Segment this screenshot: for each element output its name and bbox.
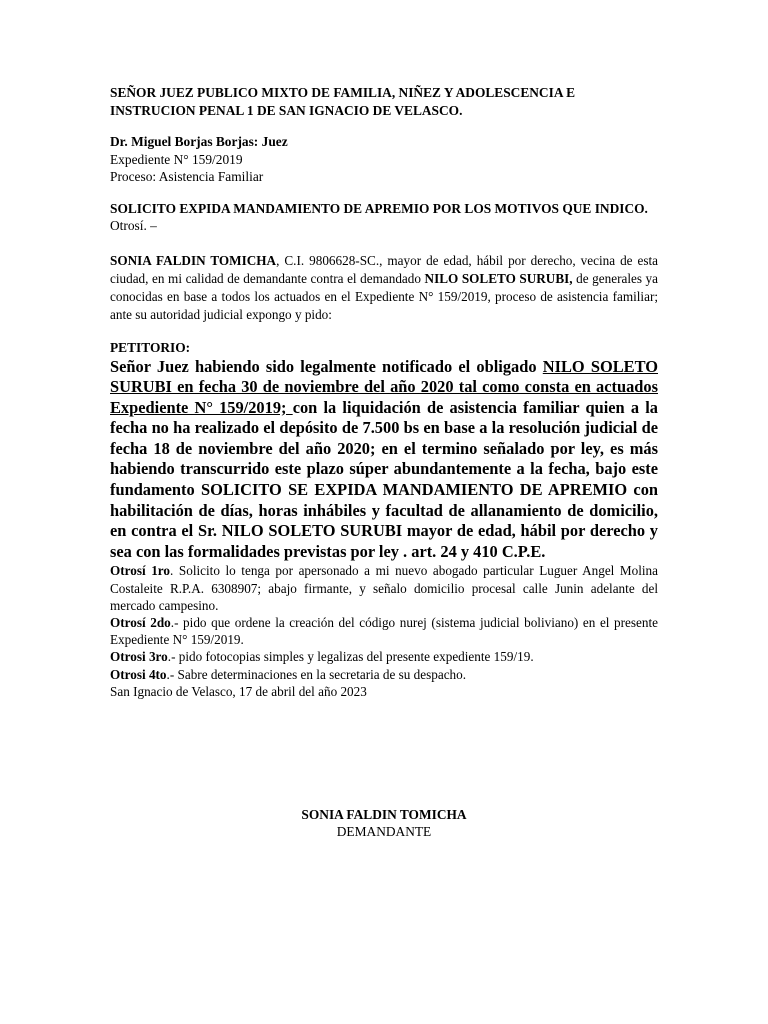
court-heading-line-1: SEÑOR JUEZ PUBLICO MIXTO DE FAMILIA, NIÑEZ Y ADOLESCENCIA E	[110, 85, 576, 100]
otrosi-item	[110, 562, 658, 614]
otrosi-item	[110, 614, 658, 648]
request-summary	[110, 200, 658, 235]
otrosi-text: .- pido fotocopias simples y legalizas del presente expediente 159/19.	[167, 649, 534, 665]
petitorio-paragraph	[110, 357, 658, 563]
petitorio-request: SOLICITO SE EXPIDA MANDAMIENTO DE APREMIO	[201, 480, 628, 500]
otrosi-label: Otrosi 3ro	[110, 649, 168, 665]
request-otrosi: Otrosí. –	[110, 218, 157, 233]
intro-paragraph	[110, 252, 658, 324]
petitorio-text-1: Señor Juez habiendo sido legalmente notificado el obligado	[110, 356, 543, 376]
case-number: Expediente N° 159/2019	[110, 151, 243, 167]
defendant-name: NILO SOLETO SURUBI,	[424, 270, 573, 286]
otrosi-item	[110, 648, 658, 665]
signature-block	[0, 806, 768, 840]
plaintiff-name: SONIA FALDIN TOMICHA	[110, 252, 277, 268]
signer-name: SONIA FALDIN TOMICHA	[301, 807, 467, 822]
petitorio-text-2: con la liquidación de asistencia familiar quien a la fecha no ha realizado el depósito de 7.500 bs en base a la resolución judicial de fecha 18 de noviembre del año 2020; en el termino señalado por ley, es más habiendo transcurrido este plazo súper abundantemente a la fecha, bajo este fundamento	[110, 397, 658, 500]
process-type: Proceso: Asistencia Familiar	[110, 169, 264, 184]
case-metadata	[110, 133, 658, 186]
court-heading	[110, 84, 658, 120]
otrosi-label: Otrosí 1ro	[110, 563, 171, 579]
signer-role: DEMANDANTE	[336, 824, 432, 839]
petitorio-text-4: con habilitación de días, horas inhábiles y facultad de allanamiento de domicilio, en contra el	[110, 480, 659, 541]
otrosi-text: .- pido que ordene la creación del código nurej (sistema judicial boliviano) en el presente Expediente N° 159/2019.	[110, 615, 658, 648]
otrosi-item	[110, 666, 658, 683]
request-title: SOLICITO EXPIDA MANDAMIENTO DE APREMIO POR LOS MOTIVOS QUE INDICO.	[110, 200, 648, 216]
petitorio-label: PETITORIO:	[110, 339, 191, 355]
place-date-line: San Ignacio de Velasco, 17 de abril del año 2023	[110, 683, 367, 699]
document-page	[110, 84, 658, 700]
intro-text-2: de generales ya conocidas en base a todos los actuados en el Expediente N° 159/2019, proceso de asistencia familiar; ante su autoridad judicial expongo y pido:	[110, 270, 658, 322]
petitorio-defendant: Sr. NILO SOLETO SURUBI	[197, 521, 403, 541]
intro-text-1: , C.I. 9806628-SC., mayor de edad, hábil por derecho, vecina de esta ciudad, en mi calidad de demandante contra el demandado	[110, 252, 659, 286]
otrosi-label: Otrosí 2do	[110, 615, 171, 631]
petitorio-underlined: NILO SOLETO SURUBI en fecha 30 de noviembre del año 2020 tal como consta en actuados Expediente N° 159/2019;	[110, 356, 658, 417]
otrosi-text: . Solicito lo tenga por apersonado a mi nuevo abogado particular Luguer Angel Molina Costaleite R.P.A. 6308907; abajo firmante, y señalo domicilio procesal calle Junin adelante del mercado campesino.	[110, 563, 658, 613]
petitorio-text-6: mayor de edad, hábil por derecho y sea con las formalidades previstas por ley . art. 24 y 410 C.P.E.	[110, 521, 658, 561]
otrosi-label: Otrosi 4to	[110, 666, 167, 682]
court-heading-line-2: INSTRUCION PENAL 1 DE SAN IGNACIO DE VELASCO.	[110, 103, 463, 118]
judge-name: Dr. Miguel Borjas Borjas: Juez	[110, 134, 288, 149]
otrosi-text: .- Sabre determinaciones en la secretaria de su despacho.	[166, 666, 467, 682]
otrosi-list	[110, 562, 658, 682]
